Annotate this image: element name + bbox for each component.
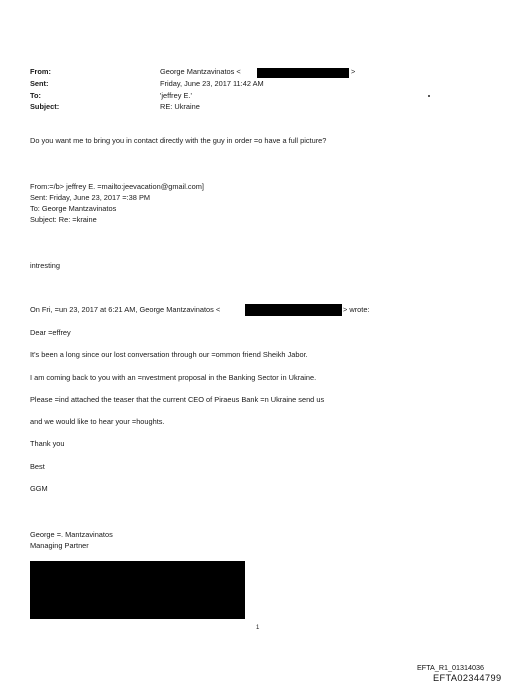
to-value: 'jeffrey E.' <box>160 91 192 100</box>
from-label: From: <box>30 67 51 76</box>
sent-value: Friday, June 23, 2017 11:42 AM <box>160 79 264 88</box>
footer-id-1: EFTA_R1_01314036 <box>417 663 484 672</box>
redaction-block <box>245 304 342 316</box>
from-value <box>160 67 241 77</box>
sent-label: Sent: <box>30 79 49 88</box>
thanks: Thank you <box>30 439 65 448</box>
greeting: Dear =effrey <box>30 328 71 337</box>
from-name: George Mantzavinatos < <box>160 67 241 76</box>
paragraph-2: I am coming back to you with an =nvestment proposal in the Banking Sector in Ukraine. <box>30 373 317 382</box>
jeffrey-reply: intresting <box>30 261 60 270</box>
from-close: > <box>351 67 356 76</box>
subject-label: Subject: <box>30 102 60 111</box>
to-label: To: <box>30 91 41 100</box>
page-number: 1 <box>256 625 260 631</box>
paragraph-4: and we would like to hear your =houghts. <box>30 417 165 426</box>
signature-title: Managing Partner <box>30 541 89 550</box>
original-intro-end: > wrote: <box>343 305 370 314</box>
paragraph-3: Please =ind attached the teaser that the current CEO of Piraeus Bank =n Ukraine send us <box>30 395 325 404</box>
quoted-to: To: George Mantzavinatos <box>30 204 117 213</box>
footer-id-2: EFTA02344799 <box>433 673 502 683</box>
quoted-from: From:=/b> jeffrey E. =mailto:jeevacation@gmail.com] <box>30 182 204 191</box>
best: Best <box>30 462 45 471</box>
paragraph-1: It's been a long since our lost conversation through our =ommon friend Sheikh Jabor. <box>30 350 308 359</box>
signature-name: George =. Mantzavinatos <box>30 530 113 539</box>
quoted-subject: Subject: Re: =kraine <box>30 215 97 224</box>
original-intro: On Fri, =un 23, 2017 at 6:21 AM, George Mantzavinatos < <box>30 305 221 314</box>
stray-dot <box>428 95 430 97</box>
reply-text: Do you want me to bring you in contact directly with the guy in order =o have a full picture? <box>30 136 327 145</box>
subject-value: RE: Ukraine <box>160 102 200 111</box>
quoted-sent: Sent: Friday, June 23, 2017 =:38 PM <box>30 193 151 202</box>
initials: GGM <box>30 484 48 493</box>
redaction-block <box>30 561 245 619</box>
redaction-block <box>257 68 349 78</box>
